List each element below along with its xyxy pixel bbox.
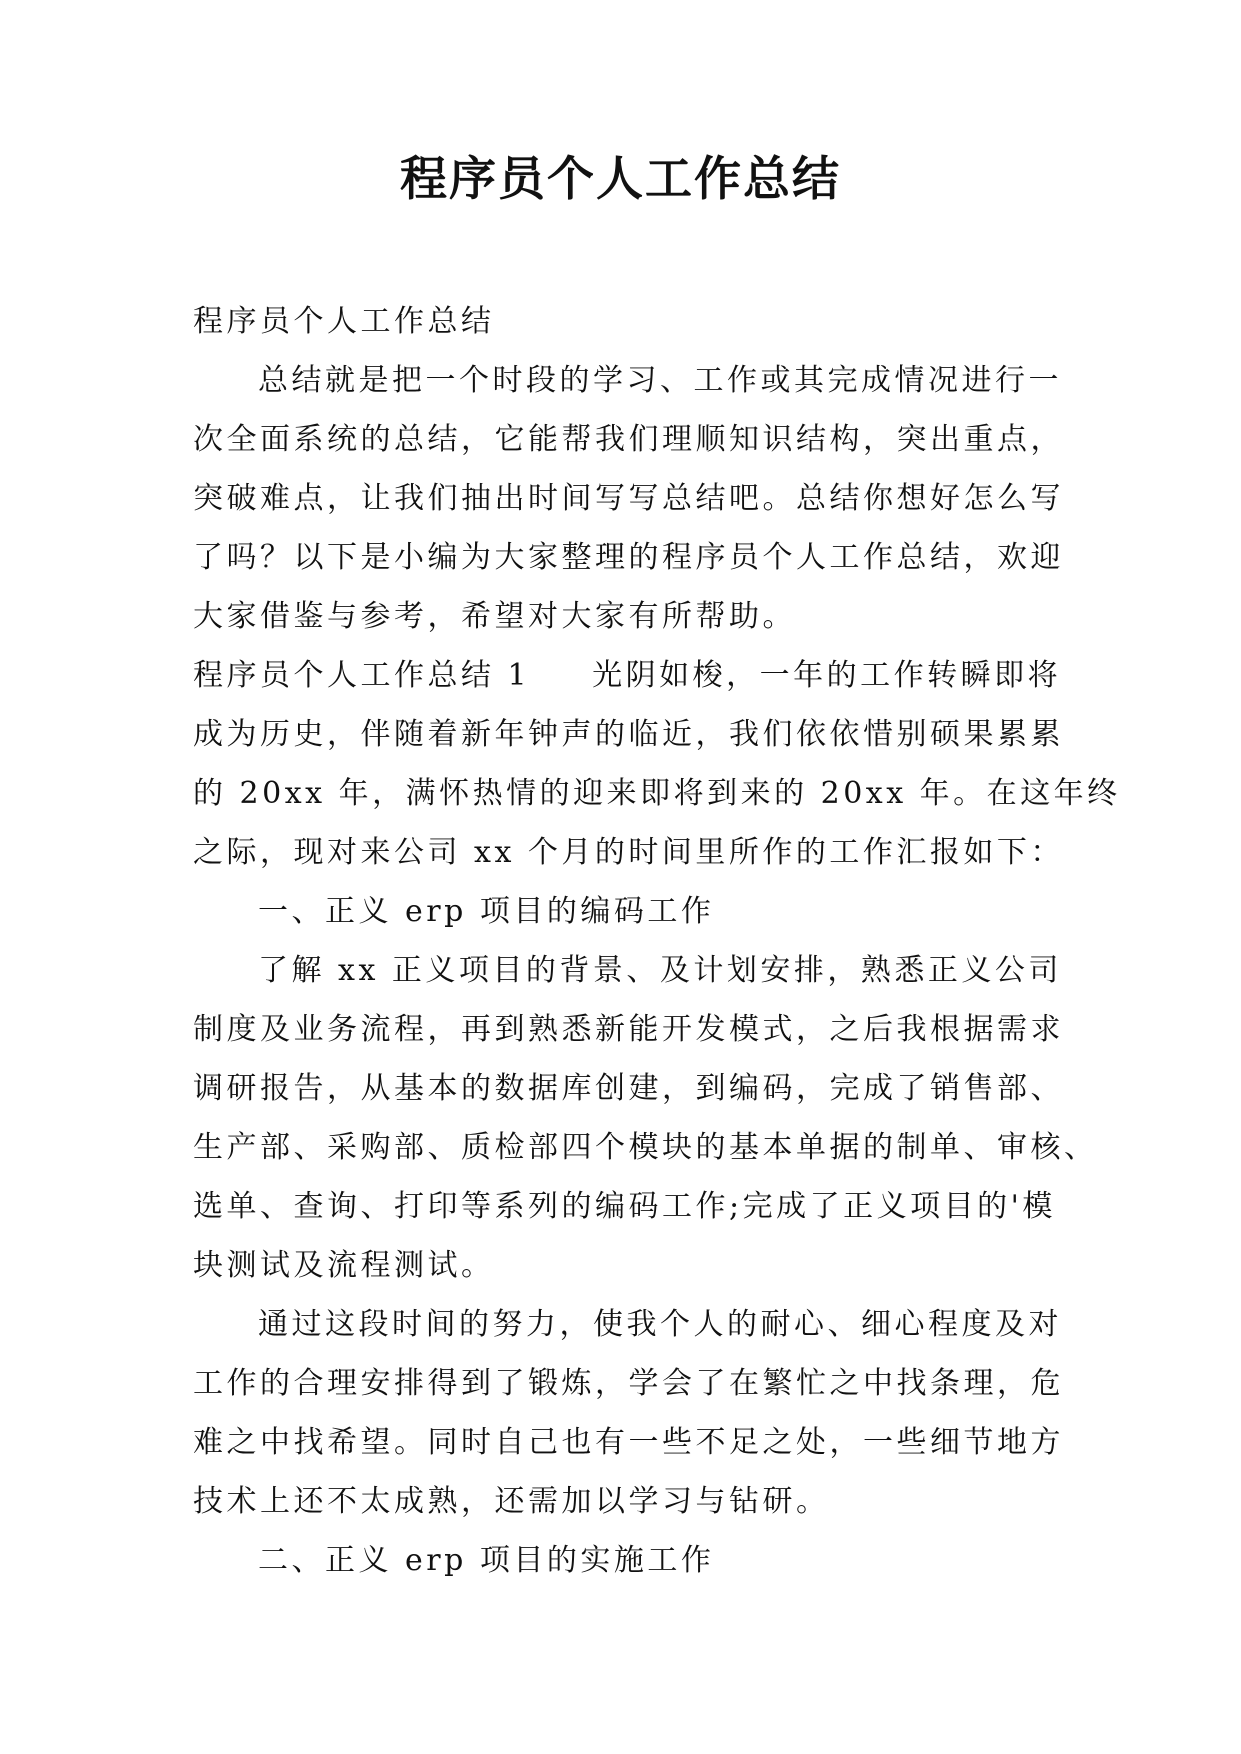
intro-line: 突破难点，让我们抽出时间写写总结吧。总结你想好怎么写 bbox=[193, 481, 1064, 516]
section1-first-line bbox=[193, 646, 1073, 705]
section1-line: 之际，现对来公司 xx 个月的时间里所作的工作汇报如下： bbox=[193, 835, 1064, 870]
intro-line: 大家借鉴与参考，希望对大家有所帮助。 bbox=[193, 599, 796, 634]
intro-line: 次全面系统的总结，它能帮我们理顺知识结构，突出重点， bbox=[193, 422, 1064, 457]
para-three-line: 技术上还不太成熟，还需加以学习与钻研。 bbox=[193, 1484, 830, 1519]
document-body bbox=[193, 292, 1121, 1590]
section1-line: 的 20xx 年，满怀热情的迎来即将到来的 20xx 年。在这年终 bbox=[193, 776, 1121, 811]
heading-one: 一、正义 erp 项目的编码工作 bbox=[258, 894, 715, 929]
para-three-line: 通过这段时间的努力，使我个人的耐心、细心程度及对 bbox=[258, 1307, 1062, 1342]
para-two-line: 生产部、采购部、质检部四个模块的基本单据的制单、审核、 bbox=[193, 1130, 1098, 1165]
document-title: 程序员个人工作总结 bbox=[400, 152, 841, 207]
para-two-line: 了解 xx 正义项目的背景、及计划安排，熟悉正义公司 bbox=[258, 953, 1062, 988]
section1-heading: 程序员个人工作总结 1 bbox=[193, 658, 531, 693]
section1-line: 成为历史，伴随着新年钟声的临近，我们依依惜别硕果累累 bbox=[193, 717, 1064, 752]
para-three-line: 难之中找希望。同时自己也有一些不足之处，一些细节地方 bbox=[193, 1425, 1064, 1460]
heading-two: 二、正义 erp 项目的实施工作 bbox=[258, 1543, 715, 1578]
para-two-line: 块测试及流程测试。 bbox=[193, 1248, 495, 1283]
para-three-line: 工作的合理安排得到了锻炼，学会了在繁忙之中找条理，危 bbox=[193, 1366, 1064, 1401]
subtitle-line: 程序员个人工作总结 bbox=[193, 304, 495, 339]
intro-line: 了吗？以下是小编为大家整理的程序员个人工作总结，欢迎 bbox=[193, 540, 1064, 575]
para-two-line: 选单、查询、打印等系列的编码工作;完成了正义项目的'模 bbox=[193, 1189, 1056, 1224]
para-two-line: 制度及业务流程，再到熟悉新能开发模式，之后我根据需求 bbox=[193, 1012, 1064, 1047]
para-two-line: 调研报告，从基本的数据库创建，到编码，完成了销售部、 bbox=[193, 1071, 1064, 1106]
section1-text: 光阴如梭，一年的工作转瞬即将 bbox=[592, 658, 1062, 693]
intro-line: 总结就是把一个时段的学习、工作或其完成情况进行一 bbox=[258, 363, 1062, 398]
